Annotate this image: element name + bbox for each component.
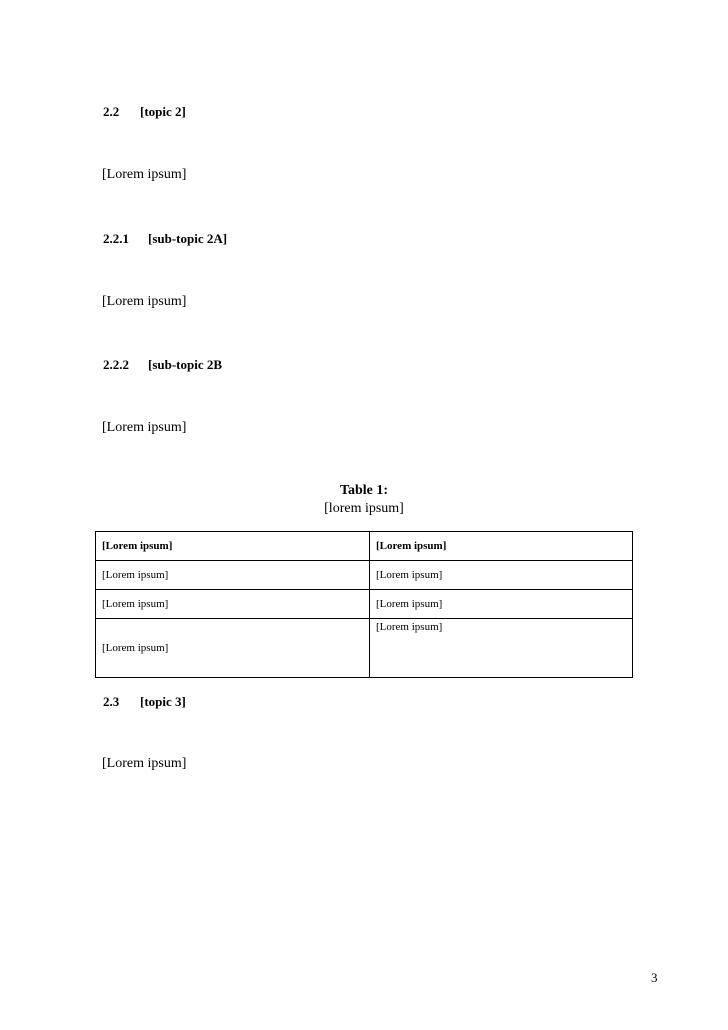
table-row [96, 590, 633, 619]
section-body-2-2-2: [Lorem ipsum] [102, 420, 187, 435]
table-cell: [Lorem ipsum] [370, 561, 633, 590]
data-table [95, 531, 633, 678]
section-body-2-3: [Lorem ipsum] [102, 756, 187, 771]
table-caption-title: Table 1: [339, 483, 389, 498]
table-header-row [96, 532, 633, 561]
section-title: [topic 2] [140, 104, 186, 119]
section-number: 2.2.2 [103, 357, 129, 372]
table-cell: [Lorem ipsum] [96, 561, 370, 590]
table-cell: [Lorem ipsum] [96, 590, 370, 619]
section-heading-2-3 [103, 694, 186, 710]
section-body-2-2-1: [Lorem ipsum] [102, 294, 187, 309]
page-number: 3 [651, 970, 658, 985]
table-row [96, 619, 633, 678]
section-heading-2-2-2 [103, 357, 222, 373]
table-cell: [Lorem ipsum] [370, 619, 633, 678]
section-number: 2.2.1 [103, 231, 129, 246]
section-title: [sub-topic 2A] [148, 231, 228, 246]
section-number: 2.2 [103, 104, 120, 119]
table-header-cell: [Lorem ipsum] [96, 532, 370, 561]
section-number: 2.3 [103, 694, 120, 709]
section-heading-2-2-1 [103, 231, 227, 247]
table-caption-subtitle: [lorem ipsum] [324, 501, 404, 516]
section-body-2-2: [Lorem ipsum] [102, 167, 187, 182]
table-cell: [Lorem ipsum] [96, 619, 370, 678]
table-row [96, 561, 633, 590]
section-title: [sub-topic 2B [148, 357, 223, 372]
section-heading-2-2 [103, 104, 186, 120]
table-cell: [Lorem ipsum] [370, 590, 633, 619]
section-title: [topic 3] [140, 694, 186, 709]
table-header-cell: [Lorem ipsum] [370, 532, 633, 561]
